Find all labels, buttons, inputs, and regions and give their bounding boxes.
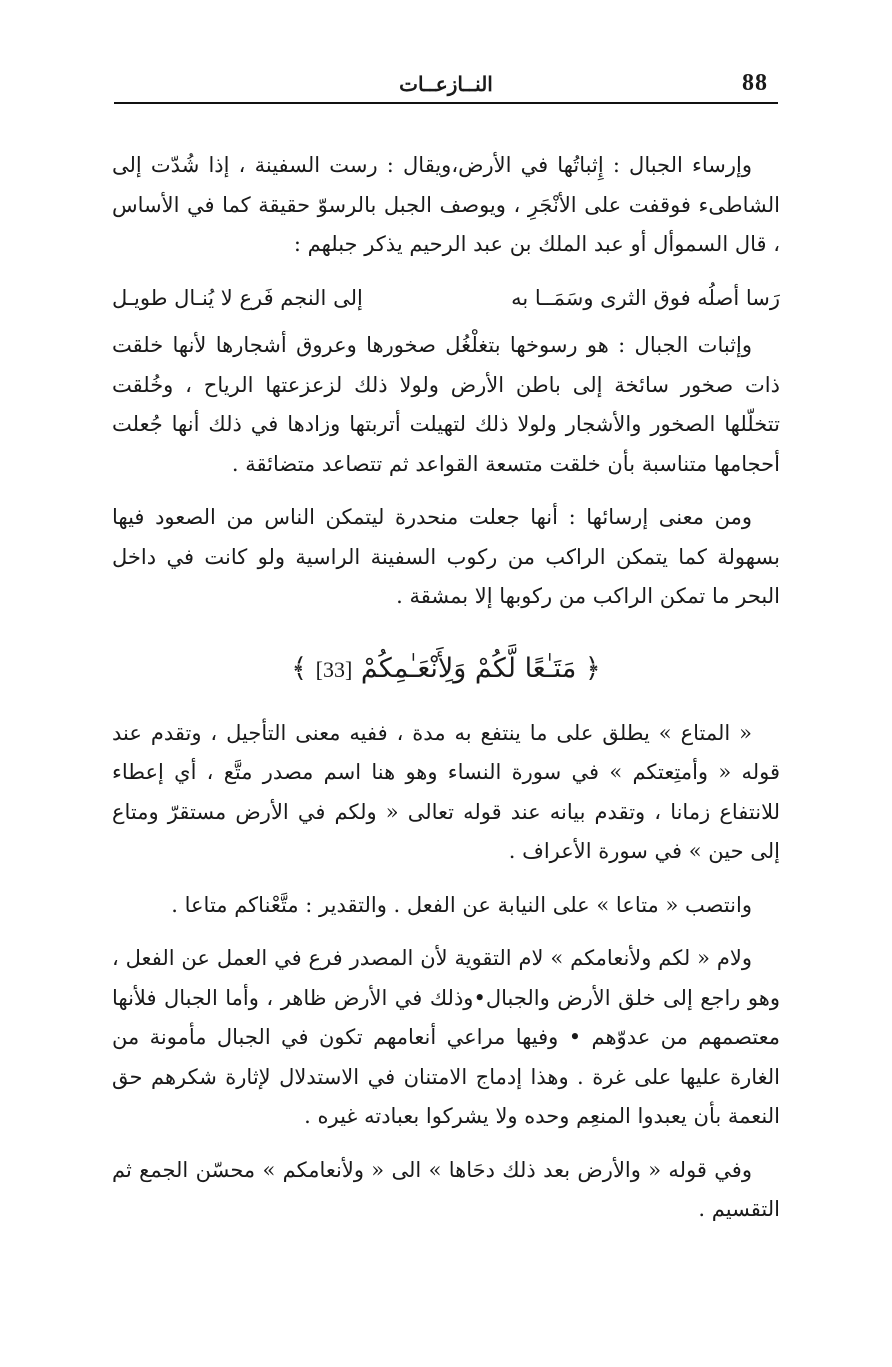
header-rule <box>114 102 778 104</box>
page-body <box>112 146 780 1230</box>
paragraph: ومن معنى إرسائها : أنها جعلت منحدرة ليتمكن الناس من الصعود فيها بسهولة كما يتمكن الراكب من ركوب السفينة الراسية ولو كانت في داخل البحر ما تمكن الراكب من ركوبها إلا بمشقة . <box>112 505 780 608</box>
quran-verse-text: ﴿ مَتَـٰعًا لَّكُمْ وَلِأَنْعَـٰمِكُمْ <box>360 652 601 684</box>
paragraph: وفي قوله « والأرض بعد ذلك دحَاها » الى « ولأنعامكم » محسّن الجمع ثم التقسيم . <box>112 1157 780 1221</box>
poetry-verse <box>112 279 780 319</box>
quran-verse <box>112 647 780 692</box>
paragraph: وإرساء الجبال : إِثباتُها في الأرض،ويقال : رست السفينة ، إذا شُدّت إلى الشاطىء فوقفت على الأنْجَرِ ، ويوصف الجبل بالرسوّ حقيقة كما في الأساس ، قال السموأل أو عبد الملك بن عبد الرحيم يذكر جبلهم : <box>112 153 780 256</box>
paragraph: وانتصب « متاعا » على النيابة عن الفعل . والتقدير : متَّعْناكم متاعا . <box>171 892 752 917</box>
paragraph: ولام « لكم ولأنعامكم » لام التقوية لأن المصدر فرع في العمل عن الفعل ، وهو راجع إلى خلق الأرض والجبال•وذلك في الأرض ظاهر ، وأما الجبال فلأنها معتصمهم من عدوّهم • وفيها مراعي أنعامهم تكون في الجبال مأمونة من الغارة عليها على غرة . وهذا إدماج الامتنان في الاستدلال لإثارة شكرهم حق النعمة بأن يعبدوا المنعِم وحده ولا يشركوا بعبادته غيره . <box>112 946 780 1128</box>
verse-hemistich-first: رَسا أصلُه فوق الثرى وسَمَــا به <box>511 285 780 310</box>
running-title: النــازعــات <box>399 72 493 96</box>
verse-hemistich-second: إلى النجم فَرع لا يُنـال طويـل <box>112 285 363 310</box>
page-header <box>114 60 778 104</box>
page-number: 88 <box>742 70 768 96</box>
quran-verse-close-bracket: ﴾ <box>291 652 308 684</box>
paragraph: « المتاع » يطلق على ما ينتفع به مدة ، ففيه معنى التأجيل ، وتقدم عند قوله « وأمتِعتكم » في سورة النساء وهو هنا اسم مصدر متَّع ، أي إعطاء للانتفاع زمانا ، وتقدم بيانه عند قوله تعالى « ولكم في الأرض مستقرّ ومتاع إلى حين » في سورة الأعراف . <box>112 720 780 863</box>
paragraph: وإثبات الجبال : هو رسوخها بتغلْغُل صخورها وعروق أشجارها لأنها خلقت ذات صخور سائخة إلى باطن الأرض ولولا ذلك لزعزعتها الرياح ، وخُلقت تتخلّلها الصخور والأشجار ولولا ذلك لتهيلت أتربتها وزادها في ذلك أنها جُعلت أحجامها متناسبة بأن خلقت متسعة القواعد ثم تتصاعد متضائقة . <box>112 333 780 476</box>
quran-verse-number: [33] <box>315 656 353 682</box>
